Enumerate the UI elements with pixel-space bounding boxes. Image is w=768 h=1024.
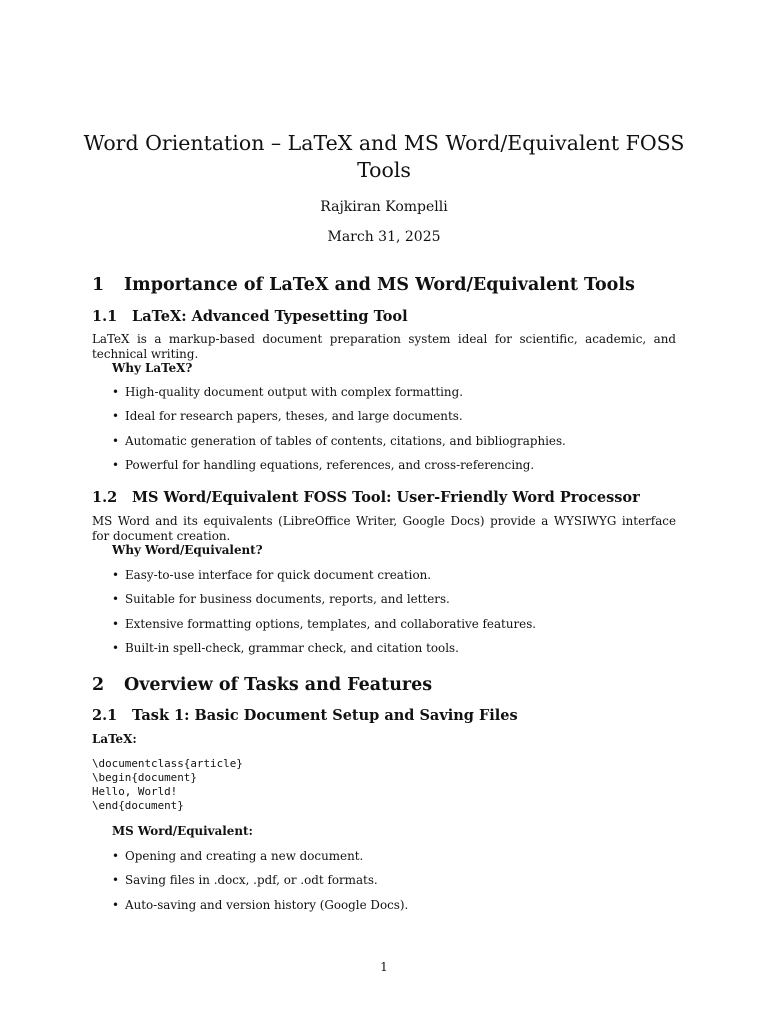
bullet-icon: • (112, 568, 120, 582)
why-latex-label: Why LaTeX? (112, 361, 193, 375)
subsection-1-1-heading (92, 308, 408, 325)
section-2-title: Overview of Tasks and Features (124, 675, 433, 695)
bullet-icon: • (112, 849, 120, 863)
word-intro-paragraph: MS Word and its equivalents (LibreOffice Writer, Google Docs) provide a WYSIWYG interface for document creation. (92, 514, 676, 543)
list-item: • Ideal for research papers, theses, and large documents. (112, 409, 463, 424)
bullet-icon: • (112, 641, 120, 656)
latex-label: LaTeX: (92, 732, 137, 746)
list-item: • Saving files in .docx, .pdf, or .odt formats. (112, 873, 378, 888)
word-benefits-list (112, 568, 672, 666)
bullet-icon: • (112, 897, 120, 912)
list-item: • High-quality document output with complex formatting. (112, 385, 463, 399)
latex-code-block: \documentclass{article} \begin{document} Hello, World! \end{document} (92, 757, 243, 812)
list-item: • Auto-saving and version history (Google Docs). (112, 897, 409, 912)
subsection-2-1-title: Task 1: Basic Document Setup and Saving Files (132, 707, 518, 724)
list-item: • Extensive formatting options, templates, and collaborative features. (112, 616, 537, 631)
latex-intro-paragraph: LaTeX is a markup-based document preparation system ideal for scientific, academic, and technical writing. (92, 332, 676, 361)
section-2-heading (92, 675, 432, 695)
list-item: • Built-in spell-check, grammar check, and citation tools. (112, 641, 459, 656)
document-title: Word Orientation – LaTeX and MS Word/Equivalent FOSS Tools (83, 131, 685, 182)
subsection-2-1-heading (92, 707, 518, 724)
list-item: • Opening and creating a new document. (112, 849, 364, 863)
section-1-title: Importance of LaTeX and MS Word/Equivalent Tools (124, 275, 635, 295)
bullet-icon: • (112, 616, 120, 631)
section-1-heading (92, 275, 635, 295)
subsection-1-1-number: 1.1 (92, 308, 118, 325)
subsection-1-2-number: 1.2 (92, 489, 118, 506)
list-item: • Easy-to-use interface for quick document creation. (112, 568, 432, 582)
subsection-1-1-title: LaTeX: Advanced Typesetting Tool (132, 308, 408, 325)
word-equivalent-label: MS Word/Equivalent: (112, 824, 253, 838)
bullet-icon: • (112, 458, 120, 473)
bullet-icon: • (112, 433, 120, 448)
section-2-number: 2 (92, 675, 105, 695)
bullet-icon: • (112, 873, 120, 888)
document-date: March 31, 2025 (327, 229, 441, 245)
why-word-label: Why Word/Equivalent? (112, 543, 263, 557)
subsection-1-2-heading (92, 489, 640, 506)
author-name: Rajkiran Kompelli (320, 199, 448, 215)
subsection-2-1-number: 2.1 (92, 707, 118, 724)
page-number: 1 (380, 960, 388, 974)
subsection-1-2-title: MS Word/Equivalent FOSS Tool: User-Friendly Word Processor (132, 489, 640, 506)
bullet-icon: • (112, 385, 120, 399)
word-task-list (112, 849, 672, 922)
bullet-icon: • (112, 592, 120, 607)
latex-benefits-list (112, 385, 672, 483)
list-item: • Powerful for handling equations, references, and cross-referencing. (112, 458, 535, 473)
section-1-number: 1 (92, 275, 105, 295)
list-item: • Suitable for business documents, reports, and letters. (112, 592, 450, 607)
list-item: • Automatic generation of tables of contents, citations, and bibliographies. (112, 433, 566, 448)
bullet-icon: • (112, 409, 120, 424)
